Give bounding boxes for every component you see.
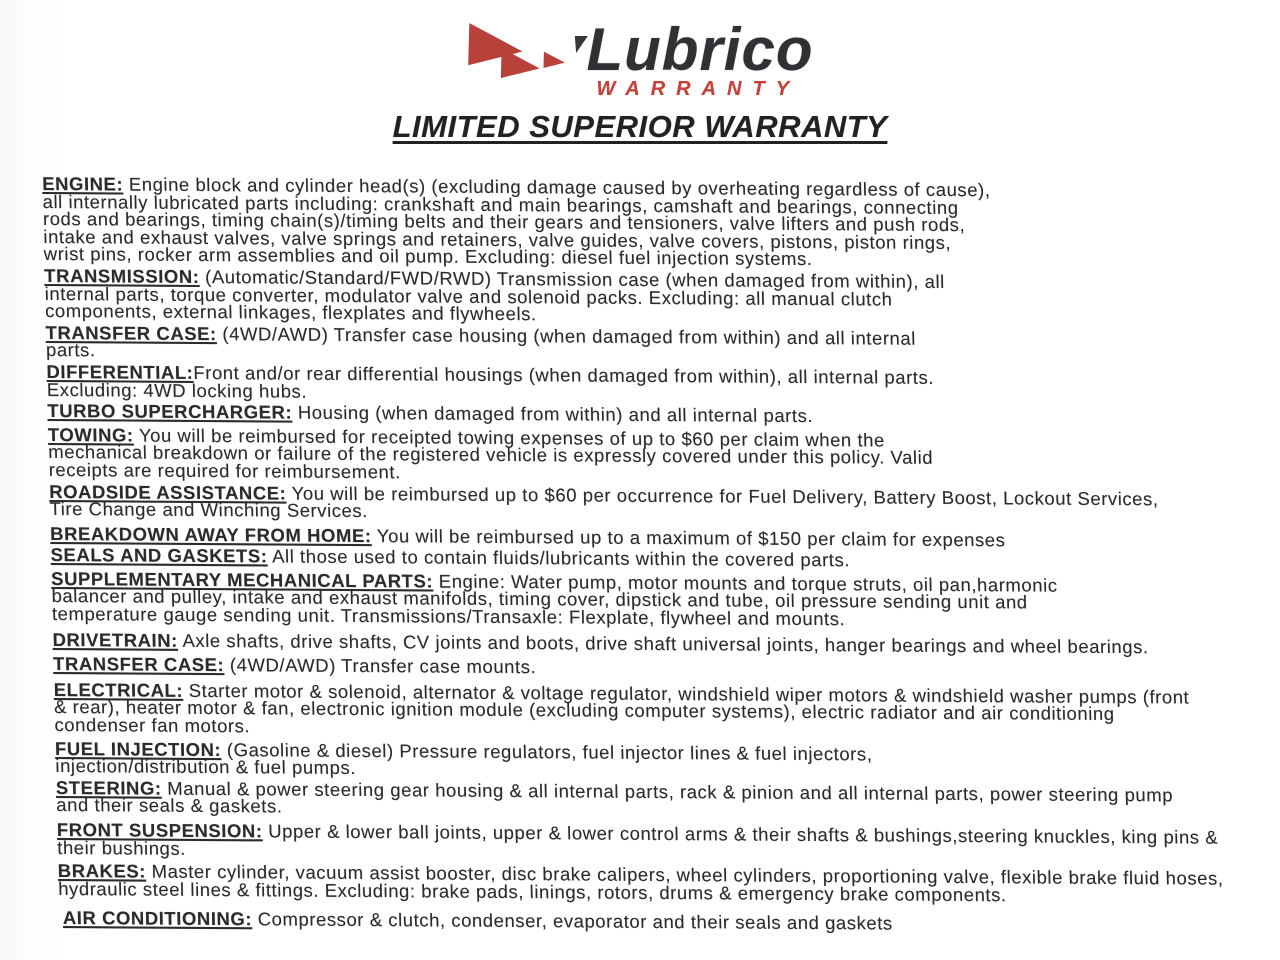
- section-body: Compressor & clutch, condenser, evaporator and their seals and gaskets: [251, 908, 893, 934]
- section-body: All those used to contain fluids/lubricants within the covered parts.: [267, 545, 851, 571]
- warranty-section: [45, 321, 926, 365]
- section-heading: TURBO SUPERCHARGER:: [47, 400, 293, 423]
- section-heading: STEERING:: [55, 776, 162, 799]
- warranty-section: [63, 909, 1259, 935]
- warranty-section: [58, 862, 1257, 905]
- warranty-section: [53, 678, 1194, 741]
- logo-brand-text: Lubrico: [586, 16, 814, 83]
- section-body: Manual & power steering gear housing & all internal parts, rack & pinion and all internal parts, power steering pump and their seals & gaskets.: [56, 777, 1174, 817]
- section-body: You will be reimbursed up to a maximum of $150 per claim for expenses: [371, 524, 1006, 551]
- logo-warranty-text: WARRANTY: [596, 78, 801, 100]
- section-body: (Gasoline & diesel) Pressure regulators, fuel injector lines & fuel injectors, injection/distribution & fuel pumps.: [55, 738, 873, 779]
- document-title: LIMITED SUPERIOR WARRANTY: [392, 109, 888, 144]
- warranty-section: [47, 402, 1247, 428]
- section-body: You will be reimbursed for receipted towing expenses of up to $60 per claim when the mechanical breakdown or failure of the registered vehicle is expressly covered under this policy. Valid receipts are required for reimbursement.: [48, 424, 934, 483]
- warranty-section: [54, 737, 1006, 781]
- section-heading: BREAKDOWN AWAY FROM HOME:: [49, 522, 372, 546]
- section-heading: SEALS AND GASKETS:: [50, 544, 268, 567]
- section-heading: DIFFERENTIAL:: [46, 360, 194, 383]
- warranty-section: [47, 423, 989, 485]
- section-body: You will be reimbursed up to $60 per occurrence for Fuel Delivery, Battery Boost, Lockout Services, Tire Change and Winching Services.: [49, 482, 1159, 522]
- warranty-section: [50, 567, 1072, 630]
- logo-text-group: [586, 16, 814, 101]
- warranty-section: [55, 776, 1177, 822]
- lubrico-logo: [0, 0, 1280, 101]
- section-body: (4WD/AWD) Transfer case mounts.: [223, 654, 537, 678]
- section-heading: AIR CONDITIONING:: [62, 907, 253, 930]
- section-heading: SUPPLEMENTARY MECHANICAL PARTS:: [50, 567, 434, 592]
- warranty-section: [46, 360, 997, 404]
- section-heading: TRANSMISSION:: [44, 264, 200, 287]
- section-body: Engine: Water pump, motor mounts and torque struts, oil pan,harmonic balancer and pulley, intake and exhaust manifolds, timing cover, dipstick and tube, oil pressure sending unit and temperature gauge sending unit. Transmissions/Transaxle: Flexplate, flywheel and mounts.: [51, 570, 1058, 630]
- section-heading: FRONT SUSPENSION:: [56, 819, 263, 842]
- section-body: Master cylinder, vacuum assist booster, disc brake calipers, wheel cylinders, proportioning valve, flexible brake fluid hoses, hydraulic steel lines & fittings. Excluding: brake pads, linings, rotors, drums & emergency brake components.: [57, 860, 1224, 906]
- section-body: Front and/or rear differential housings (when damaged from within), all internal parts. Excluding: 4WD locking hubs.: [46, 361, 935, 402]
- warranty-section: [50, 546, 1250, 572]
- section-body: (Automatic/Standard/FWD/RWD) Transmission case (when damaged from within), all internal parts, torque converter, modulator valve and solenoid packs. Excluding: all manual clutch components, external linkages, flexplates and flywheels.: [44, 265, 945, 325]
- section-heading: ENGINE:: [41, 173, 124, 195]
- warranty-section: [53, 655, 1253, 681]
- section-body: Upper & lower ball joints, upper & lower control arms & their shafts & bushings,steering knuckles, king pins & their bushings.: [57, 820, 1219, 859]
- warranty-section: [57, 821, 1233, 864]
- section-heading: ELECTRICAL:: [53, 678, 184, 701]
- warranty-sections: [42, 175, 1259, 935]
- warranty-section: [52, 628, 1192, 657]
- section-heading: TRANSFER CASE:: [45, 321, 217, 344]
- logo-apostrophe-icon: [571, 36, 588, 53]
- section-heading: TRANSFER CASE:: [52, 653, 225, 676]
- warranty-section: [42, 175, 994, 269]
- section-body: Axle shafts, drive shafts, CV joints and boots, drive shaft universal joints, hanger bearings and wheel bearings.: [177, 629, 1149, 657]
- logo-triangle-small-icon: [542, 51, 566, 70]
- section-heading: BRAKES:: [57, 860, 147, 882]
- warranty-section: [48, 480, 1170, 526]
- section-heading: FUEL INJECTION:: [54, 737, 222, 760]
- section-heading: DRIVETRAIN:: [52, 628, 179, 651]
- section-body: Housing (when damaged from within) and all internal parts.: [291, 401, 814, 427]
- section-body: Starter motor & solenoid, alternator & voltage regulator, windshield wiper motors & windshield washer pumps (front & rear), heater motor & fan, electronic ignition module (excluding computer systems), electric radiator and air conditioning condenser fan motors.: [53, 679, 1190, 737]
- warranty-section: [44, 264, 990, 326]
- logo-arrows-icon: [467, 22, 571, 94]
- section-heading: TOWING:: [47, 423, 134, 446]
- section-heading: ROADSIDE ASSISTANCE:: [48, 480, 287, 504]
- section-body: (4WD/AWD) Transfer case housing (when damaged from within) and all internal parts.: [45, 322, 917, 361]
- section-body: Engine block and cylinder head(s) (excluding damage caused by overheating regardless of cause), all internally lubricated parts including: crankshaft and main bearings, camshaft and bearings, connecting rods and bearings, timing chain(s)/timing belts and their gears and tensioners, valve lifters and push rods, intake and exhaust valves, valve springs and retainers, valve guides, valve covers, pistons, piston rings, wrist pins, rocker arm assemblies and oil pump. Excluding: diesel fuel injection systems.: [42, 173, 991, 270]
